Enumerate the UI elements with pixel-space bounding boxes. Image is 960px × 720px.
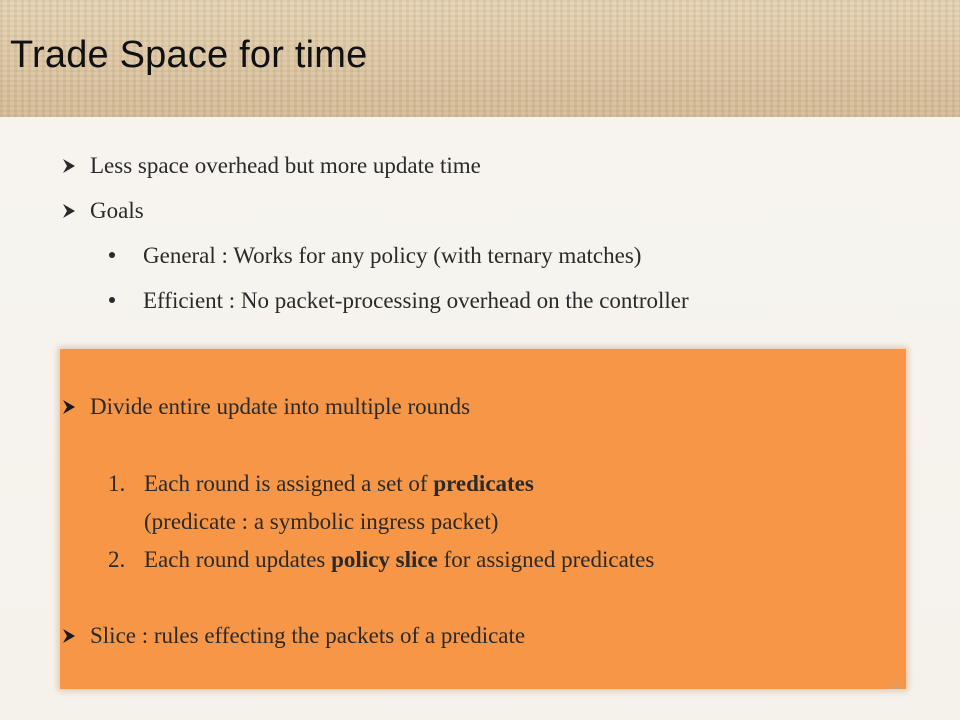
- sub-bullet-item: [109, 244, 641, 267]
- arrow-bullet-icon: [62, 158, 76, 174]
- arrow-bullet-icon: [62, 399, 76, 415]
- box-bullet-item: [62, 624, 525, 647]
- dot-bullet-icon: [109, 297, 115, 303]
- box-bullet-text: Divide entire update into multiple rounds: [90, 394, 471, 419]
- item-bold-text: predicates: [433, 471, 534, 496]
- item-number: 2.: [108, 547, 126, 572]
- slide-title: Trade Space for time: [10, 34, 368, 76]
- item-text: Each round is assigned a set of: [144, 471, 434, 496]
- box-bullet-item: [62, 395, 470, 418]
- bullet-text: Less space overhead but more update time: [90, 153, 481, 178]
- bullet-item: [62, 154, 481, 177]
- sub-bullet-item: [109, 289, 689, 312]
- item-number: 1.: [108, 471, 126, 496]
- title-bar: [0, 0, 960, 117]
- numbered-item: [108, 548, 654, 571]
- page-number: 11: [888, 680, 900, 692]
- arrow-bullet-icon: [62, 203, 76, 219]
- numbered-item-continuation: [144, 510, 498, 533]
- box-bullet-text: Slice : rules effecting the packets of a predicate: [90, 623, 526, 648]
- item-text: (predicate : a symbolic ingress packet): [144, 509, 499, 534]
- arrow-bullet-icon: [62, 628, 76, 644]
- item-text: Each round updates: [144, 547, 332, 572]
- bullet-text: Goals: [90, 198, 144, 223]
- bullet-item: [62, 199, 144, 222]
- sub-bullet-text: General : Works for any policy (with ternary matches): [143, 243, 642, 268]
- numbered-item: [108, 472, 534, 495]
- dot-bullet-icon: [109, 252, 115, 258]
- sub-bullet-text: Efficient : No packet-processing overhead on the controller: [143, 288, 689, 313]
- item-text: for assigned predicates: [437, 547, 655, 572]
- item-bold-text: policy slice: [331, 547, 438, 572]
